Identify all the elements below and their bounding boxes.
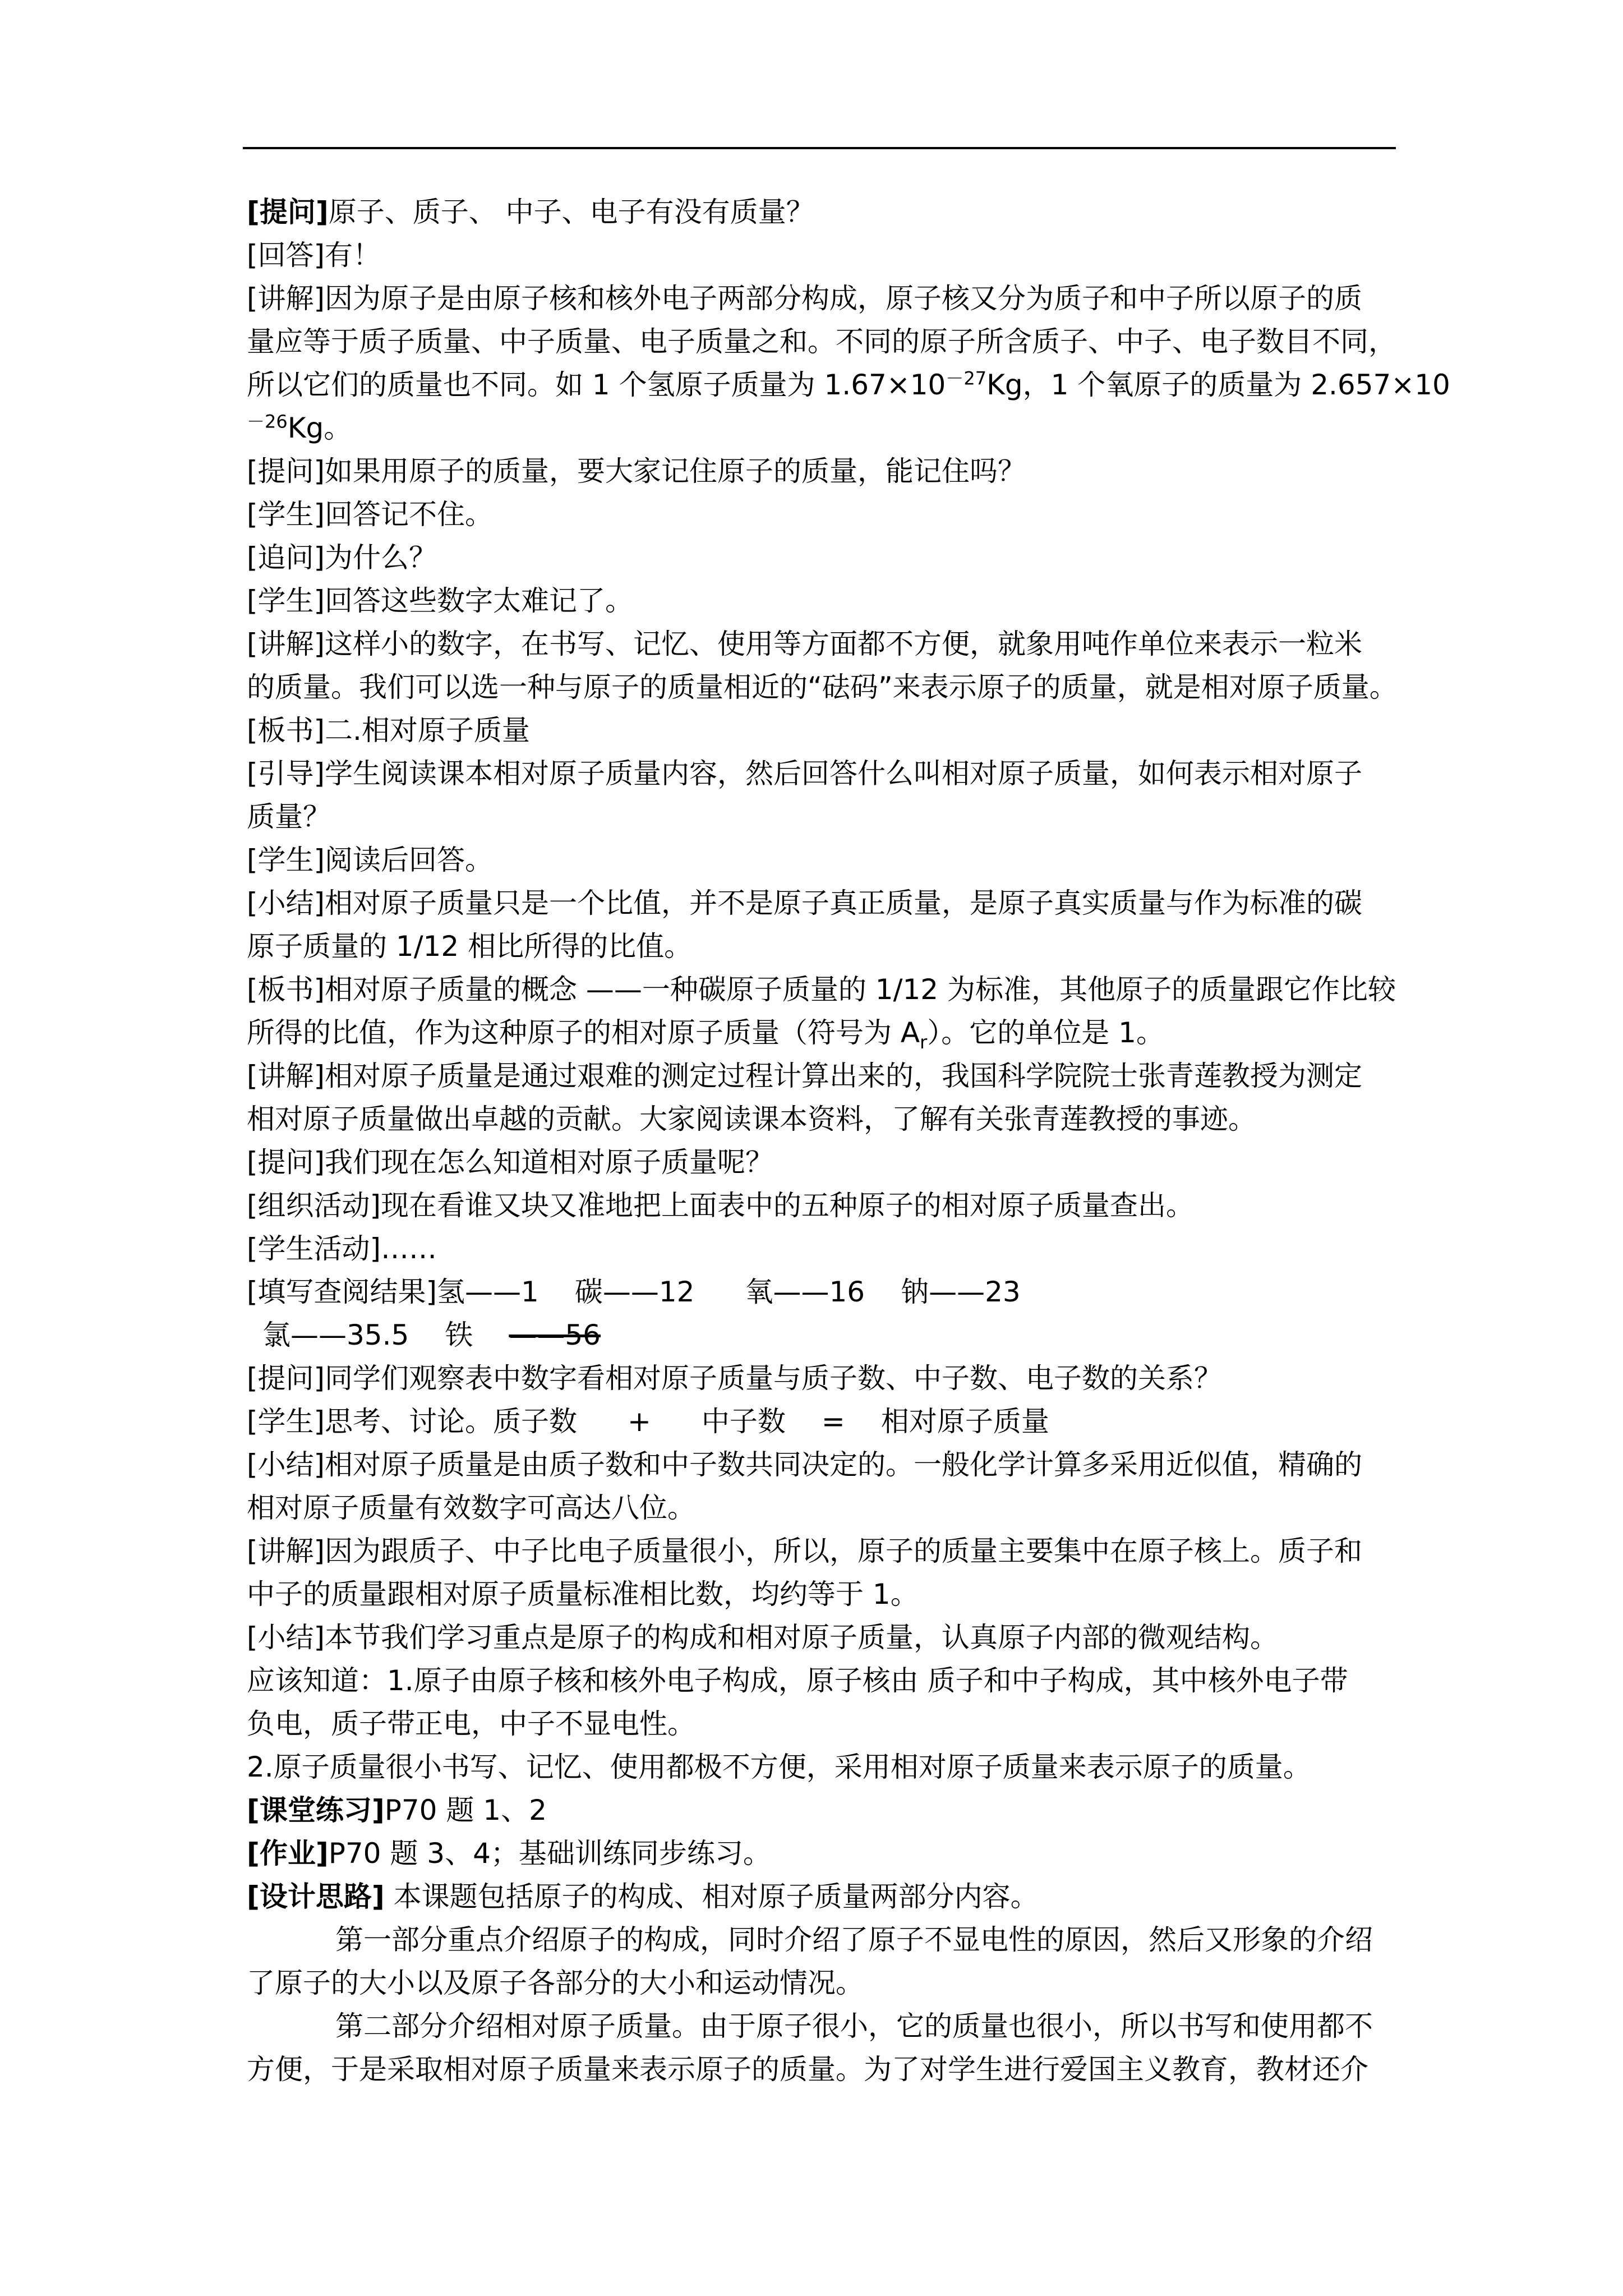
line-text: 质量？	[247, 800, 331, 833]
result-item: 氢——1	[437, 1276, 539, 1308]
line-text: 现在看谁又块又准地把上面表中的五种原子的相对原子质量查出。	[381, 1189, 1195, 1222]
paragraph-line	[247, 1530, 1396, 1573]
result-item: ——56	[509, 1319, 601, 1351]
section-tag: [学生]	[247, 585, 325, 617]
line-text: 学生阅读课本相对原子质量内容，然后回答什么叫相对原子质量，如何表示相对原子	[325, 757, 1363, 790]
line-text: 相对原子质量只是一个比值，并不是原子真正质量，是原子真实质量与作为标准的碳	[325, 887, 1363, 919]
line-text: ）。它的单位是 1。	[927, 1016, 1164, 1049]
paragraph-line	[247, 407, 1396, 450]
formula-part: +	[628, 1405, 651, 1438]
formula-part: 相对原子质量	[880, 1405, 1049, 1438]
paragraph-line	[247, 1098, 1396, 1141]
section-tag: [回答]	[247, 239, 325, 272]
paragraph-line	[247, 968, 1396, 1011]
paragraph-line	[247, 666, 1396, 709]
result-item: 碳——12	[574, 1276, 695, 1308]
line-text: 因为原子是由原子核和核外电子两部分构成，原子核又分为质子和中子所以原子的质	[325, 282, 1363, 315]
line-text: 相对原子质量做出卓越的贡献。大家阅读课本资料，了解有关张青莲教授的事迹。	[247, 1103, 1256, 1135]
paragraph-line	[247, 1832, 1396, 1875]
line-text: 阅读后回答。	[325, 844, 494, 876]
paragraph-line	[247, 795, 1396, 839]
paragraph-line	[247, 925, 1396, 968]
line-text: 应该知道：1.原子由原子核和核外电子构成，原子核由 质子和中子构成，其中核外电子带	[247, 1664, 1348, 1697]
section-tag: [课堂练习]	[247, 1794, 385, 1826]
paragraph-line	[247, 1573, 1396, 1616]
paragraph-line	[247, 1443, 1396, 1487]
paragraph-line	[247, 1314, 1396, 1357]
line-text: 第一部分重点介绍原子的构成，同时介绍了原子不显电性的原因，然后又形象的介绍	[335, 1924, 1373, 1956]
line-text: 回答这些数字太难记了。	[325, 585, 634, 617]
line-text: Kg。	[287, 412, 352, 444]
line-text: 相对原子质量的概念 ——一种碳原子质量的 1/12 为标准，其他原子的质量跟它作比较	[325, 973, 1396, 1006]
exponent: －27	[946, 367, 987, 389]
paragraph-line	[247, 2048, 1396, 2091]
line-text: 有！	[325, 239, 381, 272]
section-tag: [提问]	[247, 1362, 325, 1395]
paragraph-line	[247, 450, 1396, 493]
section-tag: [讲解]	[247, 1060, 325, 1092]
line-text: 所得的比值，作为这种原子的相对原子质量（符号为 A	[247, 1016, 920, 1049]
paragraph-line	[247, 320, 1396, 364]
paragraph-line	[247, 1141, 1396, 1184]
paragraph-line	[247, 493, 1396, 536]
exponent: －26	[247, 411, 288, 432]
line-text: 我们现在怎么知道相对原子质量呢？	[325, 1146, 774, 1179]
line-text: 如果用原子的质量，要大家记住原子的质量，能记住吗？	[325, 455, 1026, 487]
line-text: 原子、质子、 中子、电子有没有质量？	[328, 196, 814, 228]
section-tag: [板书]	[247, 714, 325, 747]
paragraph-line	[247, 191, 1396, 234]
line-text: 因为跟质子、中子比电子质量很小，所以，原子的质量主要集中在原子核上。质子和	[325, 1535, 1363, 1567]
line-text: 相对原子质量是通过艰难的测定过程计算出来的，我国科学院院士张青莲教授为测定	[325, 1060, 1363, 1092]
section-tag: [板书]	[247, 973, 325, 1006]
result-item: 氯——35.5	[262, 1319, 409, 1351]
paragraph-line	[247, 1659, 1396, 1703]
paragraph-line	[247, 709, 1396, 752]
line-text: 回答记不住。	[325, 498, 494, 531]
line-text: 2.原子质量很小书写、记忆、使用都极不方便，采用相对原子质量来表示原子的质量。	[247, 1751, 1311, 1783]
section-tag: [提问]	[247, 455, 325, 487]
line-text: 这样小的数字，在书写、记忆、使用等方面都不方便，就象用吨作单位来表示一粒米	[325, 628, 1363, 660]
paragraph-line	[247, 277, 1396, 320]
paragraph-line	[247, 1011, 1396, 1055]
result-item: 钠——23	[901, 1276, 1021, 1308]
line-text: 思考、讨论。质子数	[325, 1405, 578, 1438]
line-text: 相对原子质量有效数字可高达八位。	[247, 1492, 695, 1524]
line-text: P70 题 3、4；基础训练同步练习。	[328, 1837, 771, 1870]
line-text: 中子的质量跟相对原子质量标准相比数，均约等于 1。	[247, 1578, 919, 1611]
section-tag: [小结]	[247, 1621, 325, 1654]
paragraph-line	[247, 1184, 1396, 1227]
paragraph-line	[247, 1962, 1396, 2005]
paragraph-line	[247, 1616, 1396, 1659]
result-item: 铁	[445, 1319, 473, 1351]
section-tag: [讲解]	[247, 282, 325, 315]
paragraph-line	[247, 1918, 1396, 1962]
paragraph-line	[247, 579, 1396, 623]
paragraph-line	[247, 536, 1396, 579]
line-text: 的质量。我们可以选一种与原子的质量相近的“砝码”来表示原子的质量，就是相对原子质量。	[247, 671, 1398, 703]
section-tag: [讲解]	[247, 1535, 325, 1567]
header-rule	[243, 147, 1396, 149]
formula-part: 中子数	[701, 1405, 786, 1438]
paragraph-line	[247, 1227, 1396, 1271]
section-tag: [提问]	[247, 196, 329, 228]
paragraph-line	[247, 1703, 1396, 1746]
formula-part: =	[821, 1405, 845, 1438]
line-text: ……	[381, 1232, 437, 1265]
line-text: 第二部分介绍相对原子质量。由于原子很小，它的质量也很小，所以书写和使用都不	[335, 2010, 1373, 2042]
section-tag: [小结]	[247, 887, 325, 919]
paragraph-line	[247, 752, 1396, 795]
line-text: 了原子的大小以及原子各部分的大小和运动情况。	[247, 1967, 864, 1999]
line-text: 原子质量的 1/12 相比所得的比值。	[247, 930, 693, 963]
paragraph-line	[247, 1055, 1396, 1098]
section-tag: [学生]	[247, 1405, 325, 1438]
line-text: 所以它们的质量也不同。如 1 个氢原子质量为 1.67×10	[247, 369, 946, 401]
line-text: 为什么？	[325, 541, 437, 574]
section-tag: [填写查阅结果]	[247, 1276, 437, 1308]
line-text: 方便，于是采取相对原子质量来表示原子的质量。为了对学生进行爱国主义教育，教材还介	[247, 2053, 1368, 2086]
section-tag: [学生]	[247, 498, 325, 531]
line-text: 本节我们学习重点是原子的构成和相对原子质量，认真原子内部的微观结构。	[325, 1621, 1279, 1654]
paragraph-line	[247, 1789, 1396, 1832]
paragraph-line	[247, 623, 1396, 666]
paragraph-line	[247, 234, 1396, 277]
paragraph-line	[247, 1271, 1396, 1314]
paragraph-line	[247, 1357, 1396, 1400]
paragraph-line	[247, 839, 1396, 882]
line-text: 相对原子质量是由质子数和中子数共同决定的。一般化学计算多采用近似值，精确的	[325, 1448, 1363, 1481]
section-tag: [设计思路]	[247, 1880, 385, 1913]
line-text: 负电，质子带正电，中子不显电性。	[247, 1708, 695, 1740]
line-text: P70 题 1、2	[384, 1794, 547, 1826]
section-tag: [小结]	[247, 1448, 325, 1481]
section-tag: [学生活动]	[247, 1232, 381, 1265]
document-body	[247, 191, 1450, 2091]
section-tag: [提问]	[247, 1146, 325, 1179]
paragraph-line	[247, 1875, 1396, 1918]
paragraph-line	[247, 2005, 1396, 2048]
line-text: 同学们观察表中数字看相对原子质量与质子数、中子数、电子数的关系？	[325, 1362, 1223, 1395]
paragraph-line	[247, 1487, 1396, 1530]
section-tag: [作业]	[247, 1837, 329, 1870]
paragraph-line	[247, 364, 1450, 407]
line-text: 本课题包括原子的构成、相对原子质量两部分内容。	[384, 1880, 1039, 1913]
line-text: 二.相对原子质量	[325, 714, 530, 747]
paragraph-line	[247, 1746, 1396, 1789]
line-text: 量应等于质子质量、中子质量、电子质量之和。不同的原子所含质子、中子、电子数目不同，	[247, 325, 1396, 358]
subscript: r	[920, 1032, 928, 1053]
section-tag: [组织活动]	[247, 1189, 381, 1222]
section-tag: [追问]	[247, 541, 325, 574]
paragraph-line	[247, 882, 1396, 925]
line-text: Kg，1 个氧原子的质量为 2.657×10	[986, 369, 1450, 401]
result-item: 氧——16	[745, 1276, 865, 1308]
section-tag: [讲解]	[247, 628, 325, 660]
section-tag: [学生]	[247, 844, 325, 876]
section-tag: [引导]	[247, 757, 325, 790]
paragraph-line	[247, 1400, 1396, 1443]
